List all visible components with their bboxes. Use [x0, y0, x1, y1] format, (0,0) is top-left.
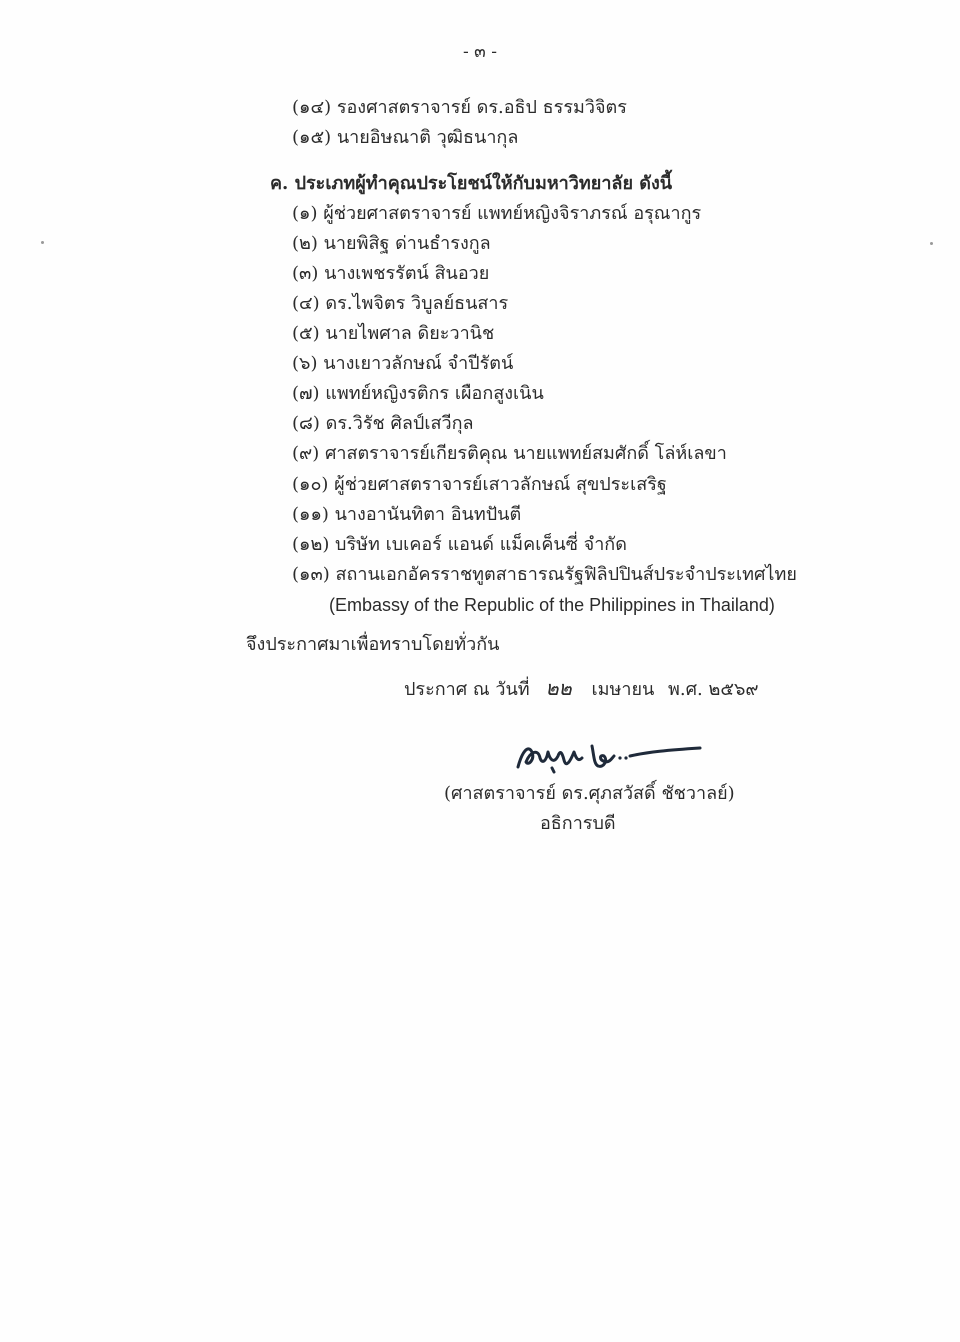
list-item: (๔) ดร.ไพจิตร วิบูลย์ธนสาร	[292, 293, 509, 314]
list-item: (๑๔) รองศาสตราจารย์ ดร.อธิป ธรรมวิจิตร	[292, 97, 627, 118]
list-item: (๑๑) นางอานันทิตา อินทปันตี	[292, 504, 522, 525]
signature-image	[508, 722, 708, 782]
list-item: (๙) ศาสตราจารย์เกียรติคุณ นายแพทย์สมศักดิ์ โล่ห์เลขา	[292, 443, 727, 464]
list-item: (๓) นางเพชรรัตน์ สินอวย	[292, 263, 490, 284]
list-item-english: (Embassy of the Republic of the Philippines in Thailand)	[329, 595, 775, 615]
scan-speck	[41, 241, 44, 244]
date-year: ๒๕๖๙	[708, 679, 759, 700]
date-month: เมษายน	[591, 679, 655, 700]
signer-name: (ศาสตราจารย์ ดร.ศุภสวัสดิ์ ชัชวาลย์)	[444, 783, 735, 804]
closing-line: จึงประกาศมาเพื่อทราบโดยทั่วกัน	[246, 634, 500, 655]
list-item: (๑๓) สถานเอกอัครราชทูตสาธารณรัฐฟิลิปปินส์ประจำประเทศไทย	[292, 564, 797, 585]
date-era: พ.ศ.	[668, 679, 703, 700]
page-number: - ๓ -	[463, 42, 497, 62]
section-heading: ค. ประเภทผู้ทำคุณประโยชน์ให้กับมหาวิทยาลัย ดังนี้	[270, 173, 673, 194]
list-item: (๘) ดร.วิรัช ศิลป์เสวีกุล	[292, 413, 474, 434]
list-item: (๒) นายพิสิฐ ด่านธำรงกูล	[292, 233, 491, 254]
list-item: (๖) นางเยาวลักษณ์ จำปีรัตน์	[292, 353, 514, 374]
announcement-date	[404, 677, 759, 701]
list-item: (๗) แพทย์หญิงรติกร เผือกสูงเนิน	[292, 383, 544, 404]
date-prefix: ประกาศ ณ วันที่	[404, 679, 530, 700]
signer-title: อธิการบดี	[540, 813, 616, 834]
list-item: (๑๐) ผู้ช่วยศาสตราจารย์เสาวลักษณ์ สุขประเสริฐ	[292, 474, 667, 495]
scan-speck	[930, 242, 933, 245]
list-item: (๑๒) บริษัท เบเคอร์ แอนด์ แม็คเค็นซี่ จำกัด	[292, 534, 627, 555]
list-item: (๕) นายไพศาล ดิยะวานิช	[292, 323, 495, 344]
date-day: ๒๒	[545, 676, 572, 700]
list-item: (๑๕) นายอิษณาติ วุฒิธนากุล	[292, 127, 519, 148]
list-item: (๑) ผู้ช่วยศาสตราจารย์ แพทย์หญิงจิราภรณ์ อรุณากูร	[292, 203, 702, 224]
